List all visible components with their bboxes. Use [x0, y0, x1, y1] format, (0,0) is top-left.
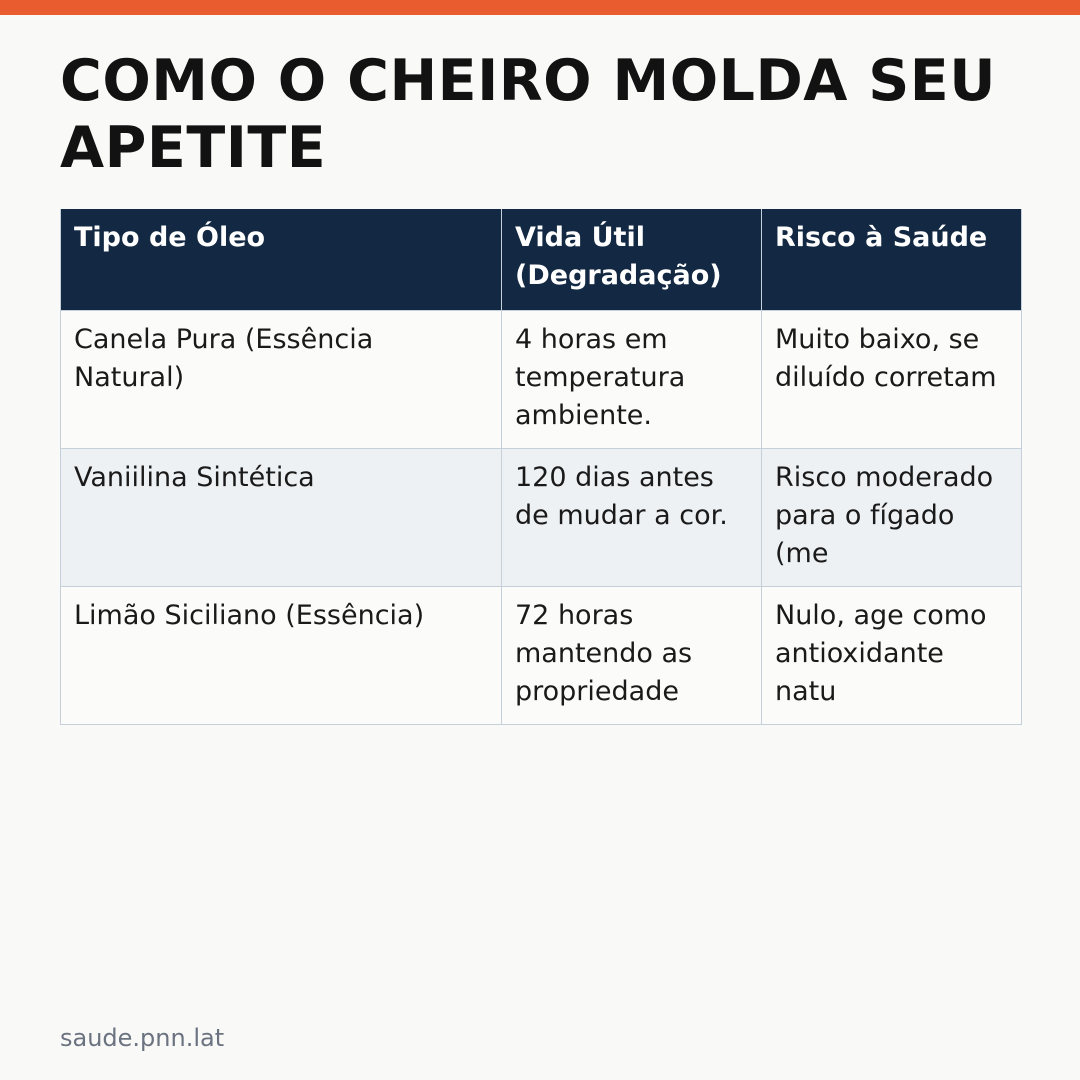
footer-site-url: saude.pnn.lat — [60, 1024, 225, 1052]
oil-comparison-table — [60, 209, 1022, 725]
table-container — [60, 209, 1021, 725]
cell-health-risk: Nulo, age como antioxidante natu — [762, 586, 1022, 724]
column-header-oil-type: Tipo de Óleo — [61, 209, 502, 310]
cell-oil-type: Canela Pura (Essência Natural) — [61, 310, 502, 448]
cell-health-risk: Risco moderado para o fígado (me — [762, 448, 1022, 586]
table-header-row — [61, 209, 1022, 310]
cell-shelf-life: 120 dias antes de mudar a cor. — [502, 448, 762, 586]
cell-oil-type: Vaniilina Sintética — [61, 448, 502, 586]
table-row — [61, 310, 1022, 448]
cell-shelf-life: 4 horas em temperatura ambiente. — [502, 310, 762, 448]
table-row — [61, 586, 1022, 724]
accent-top-bar — [0, 0, 1080, 15]
page-title: COMO O CHEIRO MOLDA SEU APETITE — [60, 48, 997, 181]
column-header-shelf-life: Vida Útil (Degradação) — [502, 209, 762, 310]
cell-health-risk: Muito baixo, se diluído corretam — [762, 310, 1022, 448]
cell-oil-type: Limão Siciliano (Essência) — [61, 586, 502, 724]
cell-shelf-life: 72 horas mantendo as propriedade — [502, 586, 762, 724]
column-header-health-risk: Risco à Saúde — [762, 209, 1022, 310]
table-row — [61, 448, 1022, 586]
